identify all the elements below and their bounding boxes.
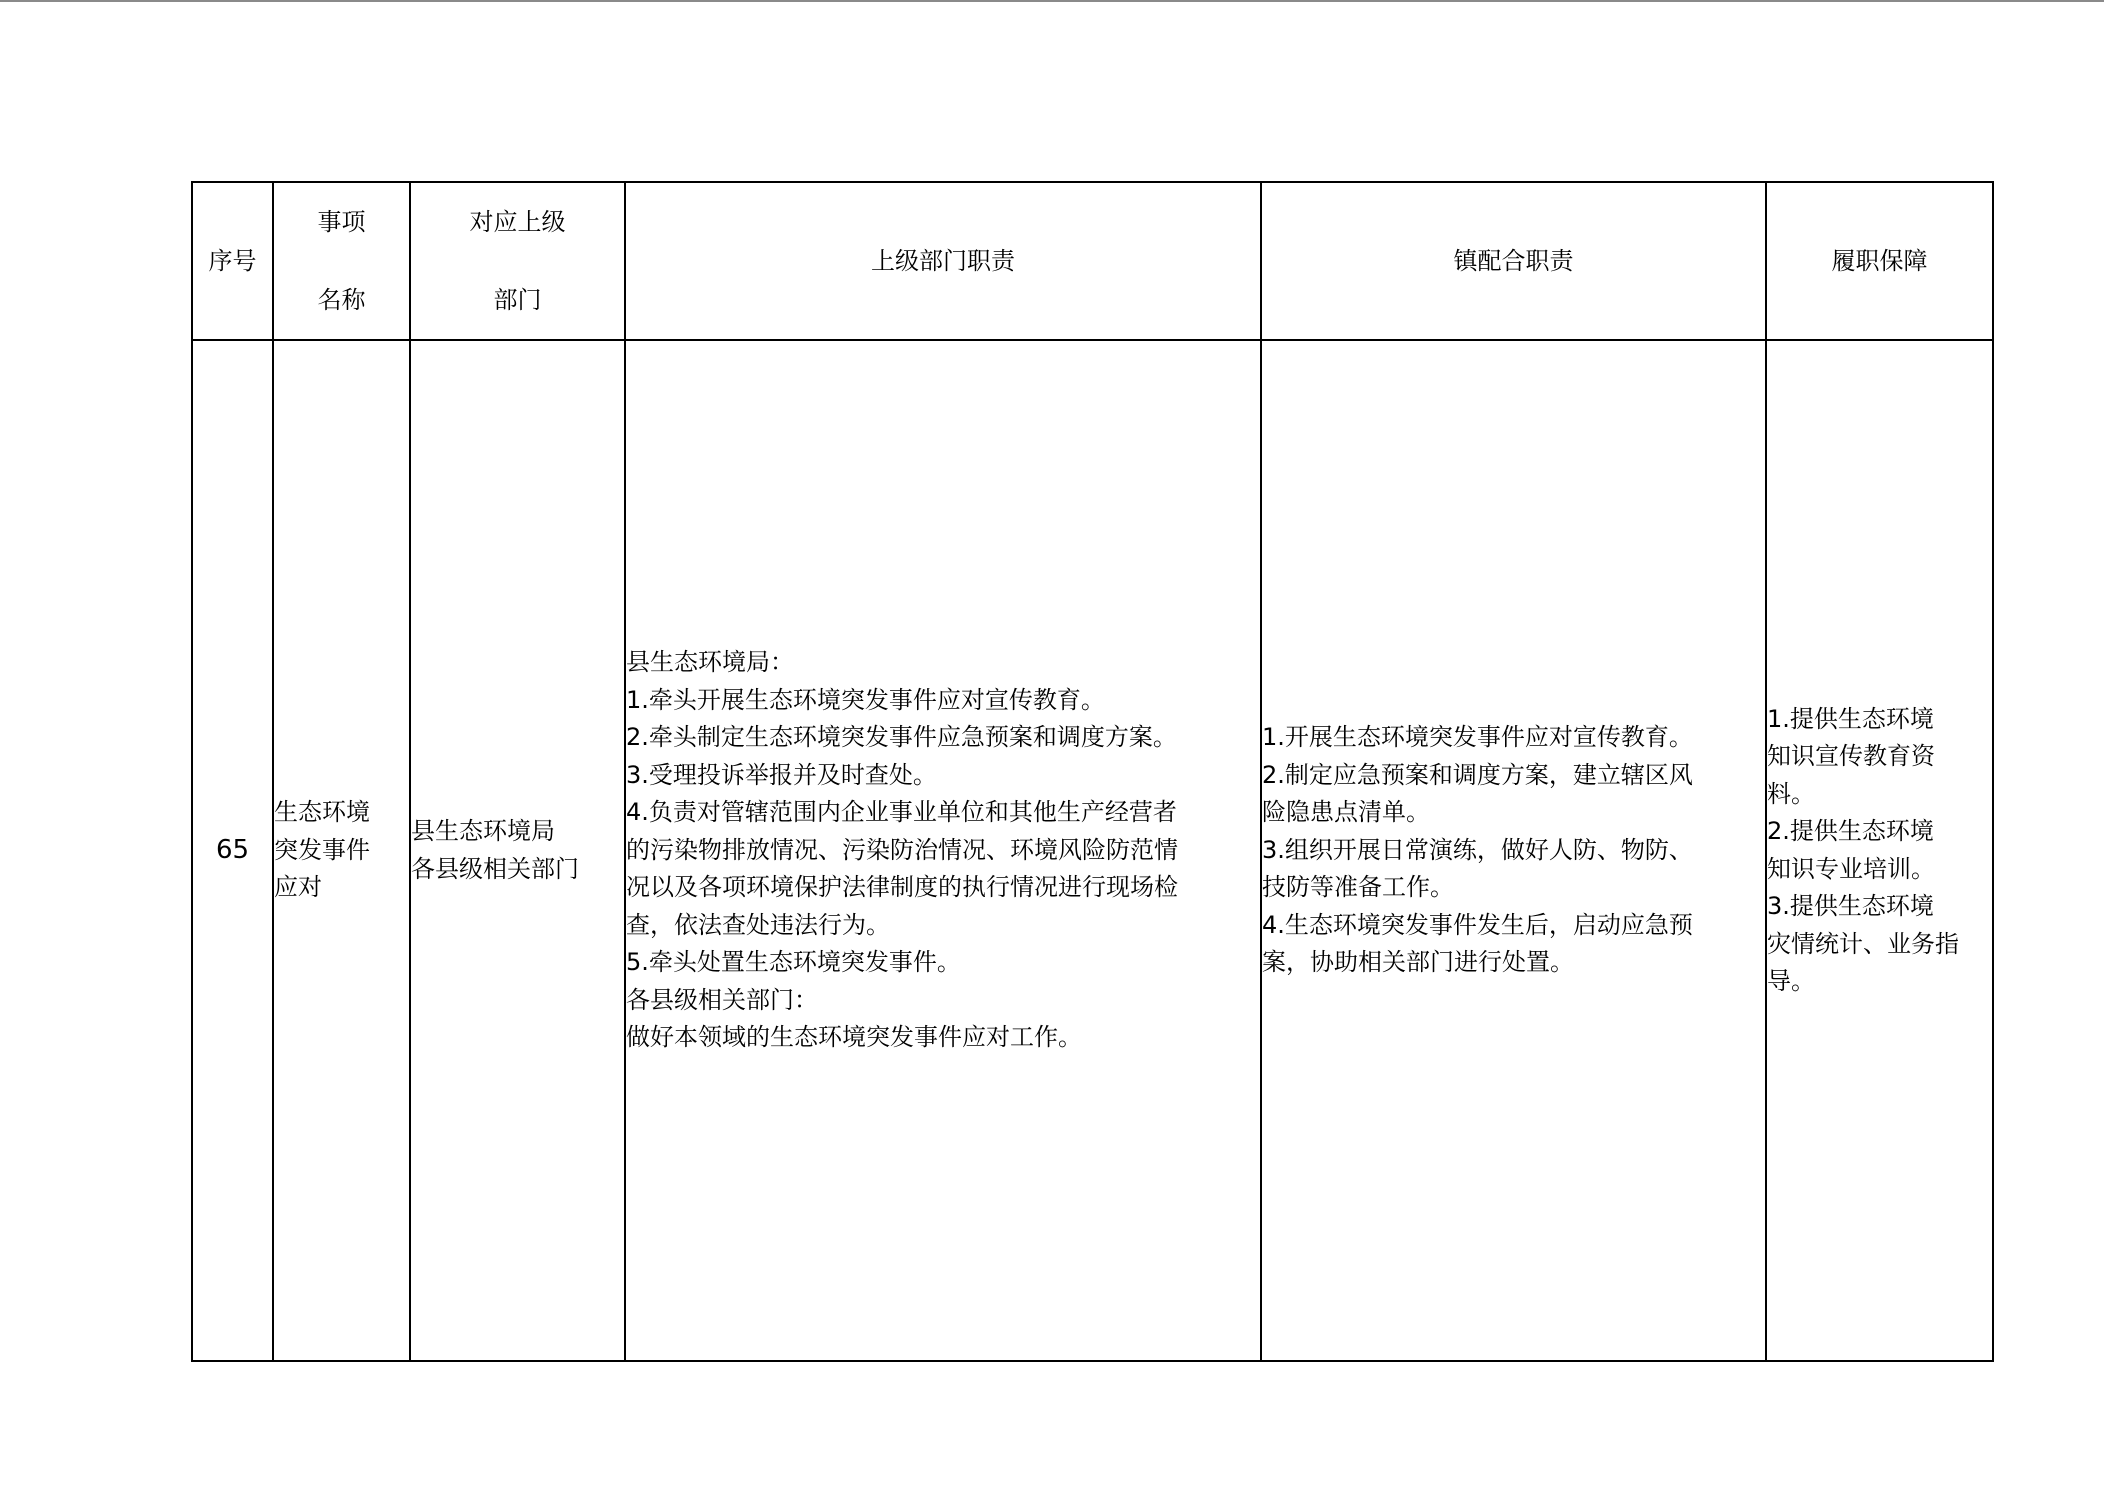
town-duty-line: 4.生态环境突发事件发生后，启动应急预	[1262, 910, 1693, 939]
town-duty-line: 3.组织开展日常演练，做好人防、物防、	[1262, 835, 1693, 864]
superior-duty-line: 3.受理投诉举报并及时查处。	[626, 760, 937, 789]
town-duty-line: 案，协助相关部门进行处置。	[1262, 948, 1574, 977]
header-superior-dept	[410, 182, 625, 340]
superior-duty-line: 县生态环境局：	[626, 648, 794, 677]
superior-duty-cell	[625, 340, 1261, 1361]
superior-dept-line: 县生态环境局	[411, 817, 555, 845]
header-superior-duty: 上级部门职责	[625, 182, 1261, 340]
guarantee-cell	[1766, 340, 1993, 1361]
guarantee-line: 3.提供生态环境	[1767, 892, 1934, 920]
header-item-name-line: 名称	[317, 286, 366, 314]
superior-duty-line: 2.牵头制定生态环境突发事件应急预案和调度方案。	[626, 723, 1177, 752]
guarantee-line: 料。	[1767, 779, 1815, 808]
superior-dept-cell	[410, 340, 625, 1361]
superior-duty-line: 各县级相关部门：	[626, 985, 818, 1014]
item-name-line: 应对	[274, 873, 322, 902]
header-item-name	[273, 182, 410, 340]
superior-duty-line: 1.牵头开展生态环境突发事件应对宣传教育。	[626, 685, 1105, 714]
table-header-row	[192, 182, 1993, 340]
town-duty-line: 技防等准备工作。	[1262, 873, 1454, 902]
superior-duty-line: 做好本领域的生态环境突发事件应对工作。	[626, 1023, 1082, 1052]
item-name-line: 生态环境	[274, 798, 370, 827]
superior-duty-line: 况以及各项环境保护法律制度的执行情况进行现场检	[626, 873, 1178, 902]
header-town-duty: 镇配合职责	[1261, 182, 1766, 340]
header-superior-dept-line: 部门	[493, 286, 542, 314]
item-name-line: 突发事件	[274, 835, 370, 864]
duty-table	[191, 181, 1994, 1362]
guarantee-line: 导。	[1767, 967, 1815, 995]
row-index-cell: 65	[192, 340, 273, 1361]
guarantee-line: 1.提供生态环境	[1767, 704, 1934, 733]
superior-duty-line: 5.牵头处置生态环境突发事件。	[626, 948, 961, 977]
page-top-border	[0, 0, 2104, 2]
guarantee-line: 灾情统计、业务指	[1767, 929, 1959, 958]
superior-duty-line: 查，依法查处违法行为。	[626, 910, 890, 939]
town-duty-line: 1.开展生态环境突发事件应对宣传教育。	[1262, 723, 1693, 752]
superior-duty-line: 4.负责对管辖范围内企业事业单位和其他生产经营者	[626, 798, 1177, 827]
town-duty-line: 险隐患点清单。	[1262, 798, 1430, 827]
superior-dept-line: 各县级相关部门	[411, 854, 579, 883]
table-row	[192, 340, 1993, 1361]
header-index: 序号	[192, 182, 273, 340]
superior-duty-line: 的污染物排放情况、污染防治情况、环境风险防范情	[626, 835, 1178, 864]
town-duty-cell	[1261, 340, 1766, 1361]
header-guarantee: 履职保障	[1766, 182, 1993, 340]
guarantee-line: 知识专业培训。	[1767, 854, 1935, 883]
header-superior-dept-line: 对应上级	[469, 208, 566, 236]
guarantee-line: 知识宣传教育资	[1767, 742, 1935, 770]
guarantee-line: 2.提供生态环境	[1767, 817, 1934, 845]
item-name-cell	[273, 340, 410, 1361]
town-duty-line: 2.制定应急预案和调度方案，建立辖区风	[1262, 760, 1693, 789]
header-item-name-line: 事项	[317, 208, 366, 236]
